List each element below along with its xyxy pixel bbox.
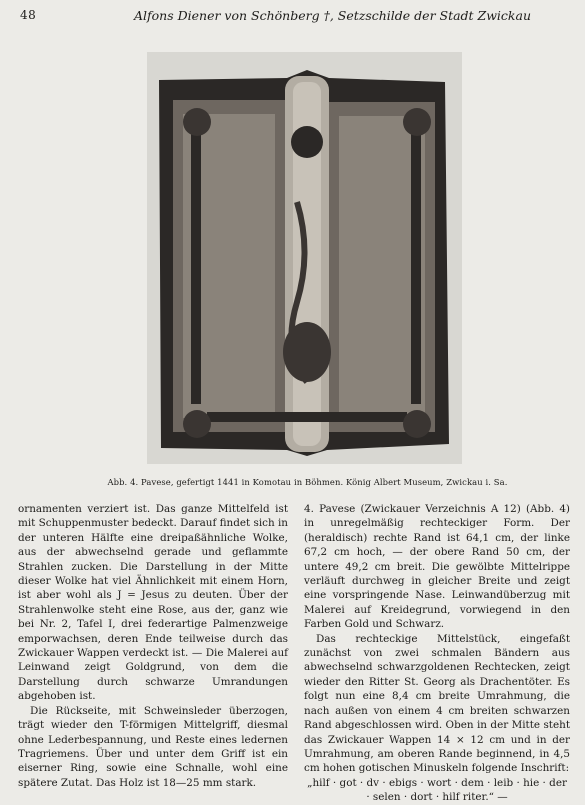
paragraph: Das rechteckige Mittelstück, eingefaßt zunächst von zwei schmalen Bändern aus abwechselnd schwarzgoldenen Rechtecken, zeigt wieder den Ritter St. Georg als Drachentöter. Es folgt nun eine 8,4 cm breite Umrahmung, die nach außen von einem 4 cm breiten schwarzen Rand abgeschlossen wird. Oben in der Mitte steht das Zwickauer Wappen 14 × 12 cm und in der Umrahmung, am oberen Rande beginnend, in 4,5 cm hohen gotischen Minuskeln folgende Inschrift:: [304, 632, 570, 775]
paragraph: Die Rückseite, mit Schweinsleder überzogen, trägt wieder den T-förmigen Mittelgriff, diesmal ohne Lederbespannung, und Reste eines ledernen Tragriemens. Über und unter dem Griff ist ein eiserner Ring, sowie eine Schnalle, wohl eine spätere Zutat. Das Holz ist 18—25 mm stark.: [18, 704, 288, 789]
inscription: „hilf · got · dv · ebigs · wort · dem · leib · hie · der · selen · dort · hilf riter.“ —: [307, 776, 567, 804]
figure-caption: Abb. 4. Pavese, gefertigt 1441 in Komotau in Böhmen. König Albert Museum, Zwickau i. Sa.: [107, 477, 508, 487]
paragraph: 4. Pavese (Zwickauer Verzeichnis A 12) (Abb. 4) in unregelmäßig rechteckiger Form. Der (heraldisch) rechte Rand ist 64,1 cm, der linke 67,2 cm hoch, — der obere Rand 50 cm, der untere 49,2 cm breit. Die gewölbte Mittelrippe verläuft durchweg in gleicher Breite und zeigt eine vorspringende Nase. Leinwandüberzug mit Malerei auf Kreidegrund, vorwiegend in den Farben Gold und Schwarz.: [304, 503, 570, 631]
left-column: [18, 502, 288, 790]
right-column: [304, 502, 570, 805]
pavese-shield-image: [147, 52, 462, 464]
page-number: 48: [20, 8, 37, 22]
running-title: Alfons Diener von Schönberg †, Setzschilde der Stadt Zwickau: [133, 8, 532, 23]
paragraph: ornamenten verziert ist. Das ganze Mittelfeld ist mit Schuppenmuster bedeckt. Darauf findet sich in der unteren Hälfte eine dreipaßähnliche Wolke, aus der abwechselnd gerade und geflammte Strahlen zucken. Die Darstellung in der Mitte dieser Wolke hat viel Ähnlichkeit mit einem Horn, ist aber wohl als J = Jesus zu deuten. Über der Strahlenwolke steht eine Rose, aus der, ganz wie bei Nr. 2, Tafel I, drei federartige Palmenzweige emporwachsen, deren Ende teilweise durch das Zwickauer Wappen verdeckt ist. — Die Malerei auf Leinwand zeigt Goldgrund, von dem die Darstellung durch schwarze Umrandungen abgehoben ist.: [18, 503, 289, 703]
figure-photo: [147, 52, 462, 464]
